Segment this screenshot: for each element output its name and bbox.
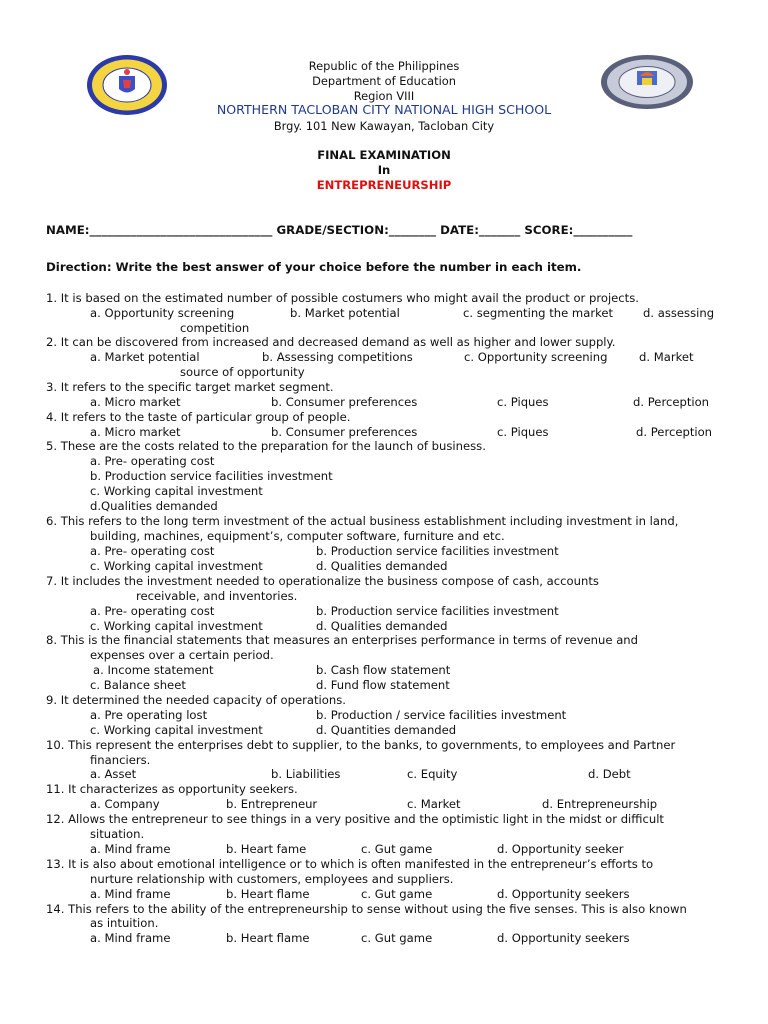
student-info-fields: NAME:_______________________________ GRADE/SECTION:________ DATE:_______ SCORE:__________ [46, 223, 633, 237]
choice: c. Piques [497, 395, 549, 409]
question-text-continuation: expenses over a certain period. [90, 648, 274, 662]
choice: b. Production service facilities investment [90, 469, 333, 483]
choice: c. Working capital investment [90, 723, 263, 737]
question-text: 14. This refers to the ability of the entrepreneurship to sense without using the five senses. This is also known [46, 902, 687, 916]
choice: c. Balance sheet [90, 678, 186, 692]
choice: b. Consumer preferences [271, 395, 418, 409]
choice-continuation: source of opportunity [180, 365, 305, 379]
question-text: 11. It characterizes as opportunity seekers. [46, 782, 298, 796]
choice: d. Fund flow statement [316, 678, 450, 692]
choice: a. Opportunity screening [90, 306, 235, 320]
choice: a. Mind frame [90, 887, 171, 901]
question-text-continuation: receivable, and inventories. [136, 589, 298, 603]
question-text: 6. This refers to the long term investment of the actual business establishment including investment in land, [46, 514, 679, 528]
question-text: 8. This is the financial statements that measures an enterprises performance in terms of revenue and [46, 633, 639, 647]
question-text: 3. It refers to the specific target market segment. [46, 380, 334, 394]
choice: a. Micro market [90, 395, 181, 409]
question-text-continuation: financiers. [90, 753, 151, 767]
exam-title: FINAL EXAMINATION [317, 148, 451, 162]
question-text: 9. It determined the needed capacity of operations. [46, 693, 346, 707]
choice: b. Heart fame [226, 842, 307, 856]
header-region: Region VIII [353, 89, 415, 103]
choice: d. Debt [588, 767, 631, 781]
header-republic: Republic of the Philippines [308, 59, 460, 73]
question-text: 10. This represent the enterprises debt to supplier, to the banks, to governments, to employees and Partner [46, 738, 676, 752]
choice: a. Company [90, 797, 160, 811]
choice: a. Pre operating lost [90, 708, 208, 722]
choice: c. Gut game [361, 887, 433, 901]
choice: d. Opportunity seekers [497, 931, 630, 945]
choice: d. Qualities demanded [316, 559, 448, 573]
choice: b. Cash flow statement [316, 663, 451, 677]
choice: c. segmenting the market [463, 306, 614, 320]
choice: c. Gut game [361, 931, 433, 945]
choice-continuation: competition [180, 321, 250, 335]
choice: a. Pre- operating cost [90, 454, 215, 468]
choice: b. Heart flame [226, 931, 310, 945]
exam-in: In [377, 163, 391, 177]
choice: d. Market [639, 350, 694, 364]
choice: b. Production / service facilities investment [316, 708, 567, 722]
header-department: Department of Education [312, 74, 456, 88]
choice: c. Equity [407, 767, 458, 781]
choice: a. Mind frame [90, 842, 171, 856]
choice: c. Market [407, 797, 461, 811]
school-name: NORTHERN TACLOBAN CITY NATIONAL HIGH SCHOOL [216, 102, 552, 117]
choice: d. assessing [643, 306, 715, 320]
question-text-continuation: building, machines, equipment’s, computer software, furniture and etc. [90, 529, 505, 543]
choice: c. Working capital investment [90, 484, 263, 498]
choice: d. Perception [633, 395, 710, 409]
choice: c. Working capital investment [90, 559, 263, 573]
choice: b. Heart flame [226, 887, 310, 901]
choice: b. Liabilities [271, 767, 341, 781]
choice: a. Mind frame [90, 931, 171, 945]
choice: b. Assessing competitions [262, 350, 413, 364]
question-text-continuation: nurture relationship with customers, employees and suppliers. [90, 872, 454, 886]
choice: d. Quantities demanded [316, 723, 457, 737]
choice: a. Income statement [93, 663, 214, 677]
choice: d. Opportunity seekers [497, 887, 630, 901]
choice: b. Consumer preferences [271, 425, 418, 439]
question-text: 1. It is based on the estimated number of possible costumers who might avail the product or projects. [46, 291, 639, 305]
school-address: Brgy. 101 New Kawayan, Tacloban City [273, 119, 495, 133]
question-text: 12. Allows the entrepreneur to see things in a very positive and the optimistic light in the midst or difficult [46, 812, 664, 826]
question-text: 13. It is also about emotional intelligence or to which is often manifested in the entrepreneur’s efforts to [46, 857, 654, 871]
choice: b. Market potential [290, 306, 400, 320]
choice: a. Pre- operating cost [90, 544, 215, 558]
choice: d. Qualities demanded [316, 619, 448, 633]
choice: a. Pre- operating cost [90, 604, 215, 618]
question-text: 7. It includes the investment needed to operationalize the business compose of cash, accounts [46, 574, 599, 588]
choice: c. Opportunity screening [464, 350, 608, 364]
choice: d. Entrepreneurship [542, 797, 658, 811]
choice: d. Opportunity seeker [497, 842, 624, 856]
choice: a. Asset [90, 767, 137, 781]
choice: c. Working capital investment [90, 619, 263, 633]
question-text-continuation: situation. [90, 827, 145, 841]
choice: b. Entrepreneur [226, 797, 318, 811]
choice: d. Perception [636, 425, 713, 439]
choice: b. Production service facilities investment [316, 544, 559, 558]
question-text: 4. It refers to the taste of particular group of people. [46, 410, 351, 424]
exam-subject: ENTREPRENEURSHIP [316, 178, 452, 192]
choice: c. Piques [497, 425, 549, 439]
question-text-continuation: as intuition. [90, 916, 159, 930]
choice: a. Market potential [90, 350, 200, 364]
choice: d.Qualities demanded [90, 499, 218, 513]
question-text: 2. It can be discovered from increased and decreased demand as well as higher and lower supply. [46, 335, 616, 349]
choice: b. Production service facilities investment [316, 604, 559, 618]
choice: a. Micro market [90, 425, 181, 439]
choice: c. Gut game [361, 842, 433, 856]
question-text: 5. These are the costs related to the preparation for the launch of business. [46, 439, 486, 453]
exam-direction: Direction: Write the best answer of your choice before the number in each item. [46, 260, 582, 274]
